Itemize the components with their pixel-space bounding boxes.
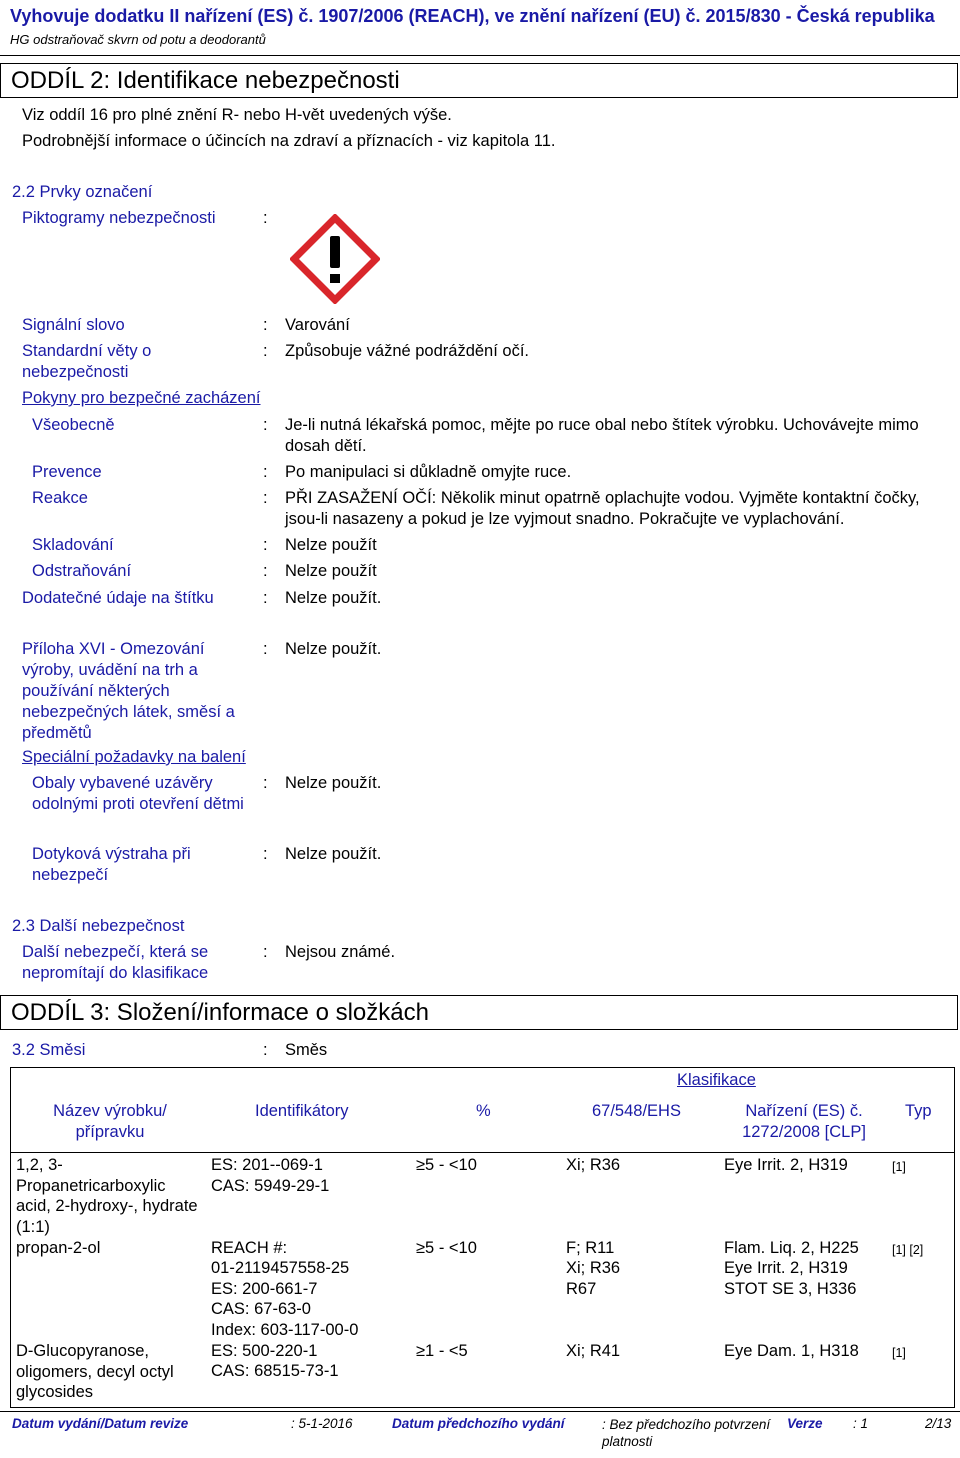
colon: : bbox=[263, 463, 268, 481]
colon: : bbox=[263, 562, 268, 580]
colon: : bbox=[263, 316, 268, 334]
colon: : bbox=[263, 209, 268, 227]
footer-divider bbox=[0, 1411, 960, 1412]
colon: : bbox=[263, 943, 268, 961]
cell-clp: Eye Irrit. 2, H319 bbox=[724, 1259, 848, 1277]
col-header-type: Typ bbox=[905, 1102, 932, 1120]
section-3-title: ODDÍL 3: Složení/informace o složkách bbox=[11, 999, 429, 1026]
cell-clp: Eye Dam. 1, H318 bbox=[724, 1342, 859, 1360]
pictograms-label: Piktogramy nebezpečnosti bbox=[22, 209, 216, 227]
cell-name: D-Glucopyranose, oligomers, decyl octyl glycosides bbox=[16, 1342, 174, 1401]
general-value: Je-li nutná lékařská pomoc, mějte po ruce obal nebo štítek výrobku. Uchovávejte mimo dosah dětí. bbox=[285, 416, 919, 455]
cell-percent: ≥5 - <10 bbox=[416, 1239, 477, 1257]
cell-clp: Flam. Liq. 2, H225 bbox=[724, 1239, 859, 1257]
colon: : bbox=[263, 845, 268, 863]
cell-67-548: F; R11 bbox=[566, 1239, 615, 1257]
version-value: : 1 bbox=[853, 1416, 869, 1431]
tactile-warning-label: Dotyková výstraha při nebezpečí bbox=[32, 845, 191, 884]
cell-67-548: Xi; R41 bbox=[566, 1342, 621, 1360]
issue-date-value: : 5-1-2016 bbox=[291, 1416, 353, 1431]
precautionary-heading: Pokyny pro bezpečné zacházení bbox=[22, 389, 261, 407]
document-header-title: Vyhovuje dodatku II nařízení (ES) č. 1907/2006 (REACH), ve znění nařízení (EU) č. 2015/830 - Česká republika bbox=[10, 6, 935, 26]
colon: : bbox=[263, 1041, 268, 1059]
previous-issue-label: Datum předchozího vydání bbox=[392, 1416, 565, 1431]
prevention-label: Prevence bbox=[32, 463, 102, 481]
response-value: PŘI ZASAŽENÍ OČÍ: Několik minut opatrně oplachujte vodou. Vyjměte kontaktní čočky, jsou-li nasazeny a pokud je lze vyjmout snadno. Pokračujte ve vyplachování. bbox=[285, 489, 920, 528]
col-header-identifiers: Identifikátory bbox=[255, 1102, 349, 1120]
child-resistant-label: Obaly vybavené uzávěry odolnými proti otevření dětmi bbox=[32, 774, 244, 813]
colon: : bbox=[263, 536, 268, 554]
colon: : bbox=[263, 342, 268, 360]
note-chapter11: Podrobnější informace o účincích na zdraví a příznacích - viz kapitola 11. bbox=[22, 132, 556, 150]
disposal-label: Odstraňování bbox=[32, 562, 132, 580]
cell-67-548: Xi; R36 bbox=[566, 1156, 621, 1174]
section-2-box bbox=[0, 63, 958, 98]
hazard-statements-label: Standardní věty o nebezpečnosti bbox=[22, 342, 152, 381]
tactile-warning-value: Nelze použít. bbox=[285, 845, 382, 863]
cell-identifier: REACH #: bbox=[211, 1239, 288, 1257]
supplemental-value: Nelze použít. bbox=[285, 589, 382, 607]
signal-word-value: Varování bbox=[285, 316, 350, 334]
table-group-header: Klasifikace bbox=[677, 1071, 756, 1089]
annex-xvi-label: Příloha XVI - Omezování výroby, uvádění na trh a používání některých nebezpečných látek, směsí a předmětů bbox=[22, 640, 235, 742]
annex-xvi-value: Nelze použít. bbox=[285, 640, 382, 658]
response-label: Reakce bbox=[32, 489, 88, 507]
cell-type: [1] bbox=[892, 1346, 906, 1360]
other-hazards-value: Nejsou známé. bbox=[285, 943, 396, 961]
cell-type: [1] bbox=[892, 1160, 906, 1174]
issue-date-label: Datum vydání/Datum revize bbox=[12, 1416, 189, 1431]
packaging-heading: Speciální požadavky na balení bbox=[22, 748, 246, 766]
cell-type: [1] [2] bbox=[892, 1243, 924, 1257]
storage-value: Nelze použít bbox=[285, 536, 377, 554]
colon: : bbox=[263, 640, 268, 658]
colon: : bbox=[263, 416, 268, 434]
cell-name: propan-2-ol bbox=[16, 1239, 101, 1257]
cell-identifier: 01-2119457558-25 bbox=[211, 1259, 350, 1277]
cell-identifier: ES: 201--069-1 bbox=[211, 1156, 323, 1174]
colon: : bbox=[263, 589, 268, 607]
version-label: Verze bbox=[787, 1416, 823, 1431]
page-number: 2/13 bbox=[925, 1416, 952, 1431]
storage-label: Skladování bbox=[32, 536, 114, 554]
exclamation-mark-ghs07-icon bbox=[290, 214, 380, 304]
disposal-value: Nelze použít bbox=[285, 562, 377, 580]
child-resistant-value: Nelze použít. bbox=[285, 774, 382, 792]
general-label: Všeobecně bbox=[32, 416, 115, 434]
section-2-title: ODDÍL 2: Identifikace nebezpečnosti bbox=[11, 67, 400, 94]
table-header-divider bbox=[10, 1152, 955, 1153]
section-3-box bbox=[0, 995, 958, 1030]
colon: : bbox=[263, 489, 268, 507]
cell-percent: ≥1 - <5 bbox=[416, 1342, 468, 1360]
col-header-67-548: 67/548/EHS bbox=[592, 1102, 681, 1120]
product-name: HG odstraňovač skvrn od potu a deodorantů bbox=[10, 32, 266, 47]
cell-name: 1,2, 3-Propanetricarboxylic acid, 2-hydroxy-, hydrate (1:1) bbox=[16, 1156, 198, 1236]
cell-clp: STOT SE 3, H336 bbox=[724, 1280, 857, 1298]
cell-identifier: CAS: 67-63-0 bbox=[211, 1300, 311, 1318]
other-hazards-label: Další nebezpečí, která se nepromítají do klasifikace bbox=[22, 943, 209, 982]
colon: : bbox=[263, 774, 268, 792]
col-header-name: Název výrobku/ přípravku bbox=[53, 1102, 167, 1141]
cell-67-548: R67 bbox=[566, 1280, 597, 1298]
cell-identifier: ES: 500-220-1 bbox=[211, 1342, 318, 1360]
cell-67-548: Xi; R36 bbox=[566, 1259, 621, 1277]
cell-identifier: ES: 200-661-7 bbox=[211, 1280, 318, 1298]
cell-clp: Eye Irrit. 2, H319 bbox=[724, 1156, 848, 1174]
col-header-percent: % bbox=[476, 1102, 491, 1120]
cell-identifier: CAS: 68515-73-1 bbox=[211, 1362, 339, 1380]
col-header-clp: Nařízení (ES) č. 1272/2008 [CLP] bbox=[742, 1102, 866, 1141]
previous-issue-value: : Bez předchozího potvrzení platnosti bbox=[602, 1417, 771, 1449]
subsection-2-2: 2.2 Prvky označení bbox=[12, 183, 153, 201]
header-divider bbox=[0, 55, 960, 56]
cell-identifier: CAS: 5949-29-1 bbox=[211, 1177, 330, 1195]
mixtures-value: Směs bbox=[285, 1041, 328, 1059]
prevention-value: Po manipulaci si důkladně omyjte ruce. bbox=[285, 463, 572, 481]
cell-identifier: Index: 603-117-00-0 bbox=[211, 1321, 359, 1339]
cell-percent: ≥5 - <10 bbox=[416, 1156, 477, 1174]
hazard-statements-value: Způsobuje vážné podráždění očí. bbox=[285, 342, 529, 360]
signal-word-label: Signální slovo bbox=[22, 316, 125, 334]
note-section16: Viz oddíl 16 pro plné znění R- nebo H-vět uvedených výše. bbox=[22, 106, 452, 124]
supplemental-label: Dodatečné údaje na štítku bbox=[22, 589, 214, 607]
mixtures-label: 3.2 Směsi bbox=[12, 1041, 86, 1059]
subsection-2-3: 2.3 Další nebezpečnost bbox=[12, 917, 185, 935]
